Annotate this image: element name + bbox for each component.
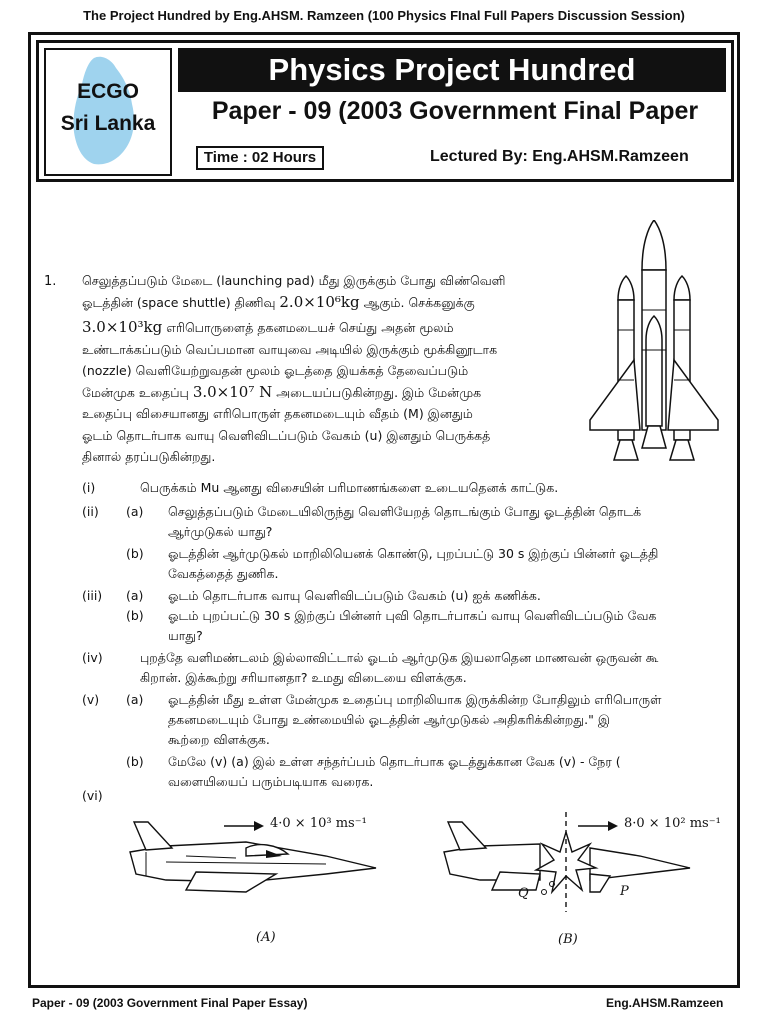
part-label: (i) (82, 480, 96, 495)
part-label: (v) (82, 692, 100, 707)
intro-line: ஓடம் தொடர்பாக வாயு வெளிவிடப்படும் வேகம் (u) இனதும் பெருக்கத் (82, 427, 491, 443)
part-sub-label: (b) (126, 754, 144, 769)
part-text: ஓடத்தின் மீது உள்ள மேன்முக உதைப்பு மாறிலியாக இருக்கின்ற போதிலும் எரிபொருள் (168, 692, 662, 707)
figure-label-a: (A) (256, 930, 276, 945)
footer-author: Eng.AHSM.Ramzeen (606, 996, 724, 1010)
lecturer-credit: Lectured By: Eng.AHSM.Ramzeen (430, 148, 689, 165)
part-sub-label: (b) (126, 546, 144, 561)
arrow-icon (578, 820, 618, 832)
velocity-label-a: 4·0 × 10³ ms⁻¹ (270, 816, 367, 831)
intro-line: மேன்முக உதைப்பு 3.0×10⁷ N அடையப்படுகின்றது. இம் மேன்முக (82, 382, 482, 401)
intro-line: தினால் தரப்படுகின்றது. (82, 449, 216, 464)
intro-line: உதைப்பு விசையானது எரிபொருள் தகனமடையும் வீதம் (M) இனதும் (82, 406, 473, 421)
velocity-label-b: 8·0 × 10² ms⁻¹ (624, 816, 721, 831)
page-title: Physics Project Hundred (178, 48, 726, 92)
intro-line: உண்டாக்கப்படும் வெப்பமான வாயுவை அடியில் இருக்கும் மூக்கினூடாக (82, 341, 498, 357)
part-text: தகனமடையும் போது உண்மையில் ஓடத்தின் ஆர்முடுகல் அதிகரிக்கின்றது." இ (168, 712, 610, 727)
part-text: ஓடம் புறப்பட்டு 30 s இற்குப் பின்னர் புவி தொடர்பாகப் வாயு வெளிவிடப்படும் வேக (168, 608, 657, 623)
part-label: (iv) (82, 650, 103, 665)
logo-line-1: ECGO (77, 80, 139, 103)
page-top-caption: The Project Hundred by Eng.AHSM. Ramzeen (100 Physics FInal Full Papers Discussion Session) (83, 8, 685, 23)
part-text: ஆர்முடுகல் யாது? (168, 524, 273, 539)
intro-line: (nozzle) வெளியேற்றுவதன் மூலம் ஓடத்தை இயக்கத் தேவைப்படும் (82, 363, 469, 378)
part-label: (iii) (82, 588, 103, 603)
logo-line-2: Sri Lanka (60, 112, 156, 135)
fragment-label-p: P (620, 884, 629, 899)
ecgo-logo (44, 48, 172, 176)
part-sub-label: (a) (126, 504, 144, 519)
question-intro (82, 270, 588, 468)
part-text: மேலே (v) (a) இல் உள்ள சந்தர்ப்பம் தொடர்பாக ஓடத்துக்கான வேக (v) - நேர ( (168, 754, 621, 769)
part-text: வேகத்தைத் துணிக. (168, 566, 279, 581)
paper-subtitle: Paper - 09 (2003 Government Final Paper (211, 97, 699, 125)
question-content (44, 196, 724, 980)
question-number: 1. (44, 274, 57, 289)
part-text: கிறான். இக்கூற்று சரியானதா? உமது விடையை விளக்குக. (140, 670, 467, 685)
part-sub-label: (a) (126, 692, 144, 707)
part-text: புறத்தே வளிமண்டலம் இல்லாவிட்டால் ஓடம் ஆர்முடுக இயலாதென மாணவன் ஒருவன் கூ (140, 650, 659, 665)
footer-paper-title: Paper - 09 (2003 Government Final Paper Essay) (32, 996, 308, 1010)
part-text: கூற்றை விளக்குக. (168, 732, 270, 747)
part-text: யாது? (168, 628, 203, 643)
part-text: வளையியைப் பரும்படியாக வரைக. (168, 774, 374, 789)
part-sub-label: (b) (126, 608, 144, 623)
part-text: ஓடத்தின் ஆர்முடுகல் மாறிலியெனக் கொண்டு, புறப்பட்டு 30 s இற்குப் பின்னர் ஓடத்தி (168, 546, 659, 561)
figure-label-b: (B) (558, 932, 578, 947)
intro-line: ஓடத்தின் (space shuttle) திணிவு 2.0×10⁶kg ஆகும். செக்கனுக்கு (82, 292, 475, 311)
time-badge: Time : 02 Hours (196, 146, 324, 170)
part-text: பெருக்கம் Mu ஆனது விசையின் பரிமாணங்களை உடையதெனக் காட்டுக. (140, 480, 559, 495)
intro-line: 3.0×10³kg எரிபொருளைத் தகனமடையச் செய்து அதன் மூலம் (82, 318, 454, 336)
fragment-label-q: Q (518, 886, 529, 901)
space-shuttle-illustration (584, 220, 724, 470)
part-text: ஓடம் தொடர்பாக வாயு வெளிவிடப்படும் வேகம் (u) ஐக் கணிக்க. (168, 588, 541, 603)
part-text: செலுத்தப்படும் மேடையிலிருந்து வெளியேறத் தொடங்கும் போது ஓடத்தின் தொடக் (168, 504, 642, 519)
part-label: (ii) (82, 504, 99, 519)
part-label: (vi) (82, 788, 103, 803)
part-sub-label: (a) (126, 588, 144, 603)
intro-line: செலுத்தப்படும் மேடை (launching pad) மீது இருக்கும் போது விண்வெளி (82, 273, 506, 288)
arrow-icon (224, 820, 264, 832)
